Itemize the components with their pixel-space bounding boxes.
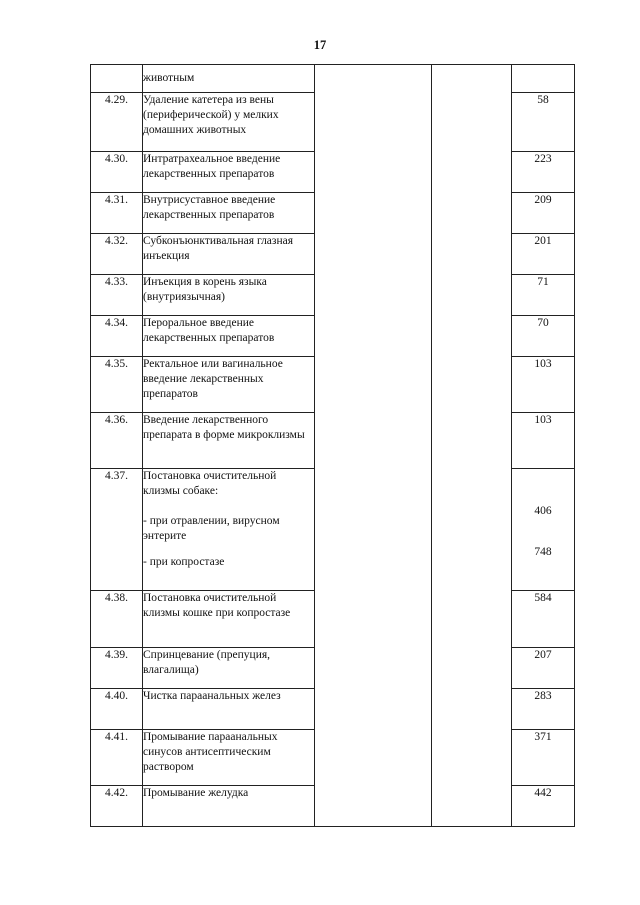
price-cell: 371 [512, 730, 575, 786]
row-number-cell: 4.40. [91, 689, 143, 730]
row-number-cell: 4.30. [91, 152, 143, 193]
row-number-cell: 4.31. [91, 193, 143, 234]
price-cell: 70 [512, 316, 575, 357]
service-name-cell: Промывание параанальных синусов антисептическим раствором [143, 730, 315, 786]
price-cell: 209 [512, 193, 575, 234]
service-name-cell: Удаление катетера из вены (периферической) у мелких домашних животных [143, 93, 315, 152]
row-number-cell: 4.29. [91, 93, 143, 152]
service-name-cell [143, 469, 315, 591]
row-number-cell: 4.33. [91, 275, 143, 316]
price-cell: 283 [512, 689, 575, 730]
price-table [90, 64, 575, 827]
service-name-text: Постановка очистительной клизмы собаке: [143, 470, 277, 497]
service-name-cell: Внутрисуставное введение лекарственных препаратов [143, 193, 315, 234]
sub-item-label: - при копростазе [143, 556, 225, 568]
price-cell: 207 [512, 648, 575, 689]
service-name-cell: Инъекция в корень языка (внутриязычная) [143, 275, 315, 316]
service-name-cell: Пероральное введение лекарственных препаратов [143, 316, 315, 357]
row-number-cell: 4.35. [91, 357, 143, 413]
row-number-cell: 4.39. [91, 648, 143, 689]
sub-item-label: - при отравлении, вирусном энтерите [143, 515, 280, 542]
row-number-cell: 4.34. [91, 316, 143, 357]
service-name-cell: Ректальное или вагинальное введение лекарственных препаратов [143, 357, 315, 413]
price-cell: 201 [512, 234, 575, 275]
price-cell: 584 [512, 591, 575, 648]
row-number-cell: 4.36. [91, 413, 143, 469]
row-number-cell: 4.41. [91, 730, 143, 786]
row-number-cell: 4.38. [91, 591, 143, 648]
row-number-cell: 4.42. [91, 786, 143, 827]
price-cell: 223 [512, 152, 575, 193]
service-name-cell: Спринцевание (препуция, влагалища) [143, 648, 315, 689]
row-number-cell: 4.32. [91, 234, 143, 275]
empty-column-cell [315, 65, 432, 827]
service-name-cell: Интратрахеальное введение лекарственных препаратов [143, 152, 315, 193]
price-cell [512, 65, 575, 93]
table-row [91, 65, 575, 93]
sub-item-price: 748 [534, 546, 552, 558]
empty-column-cell [432, 65, 512, 827]
service-name-cell: Постановка очистительной клизмы кошке при копростазе [143, 591, 315, 648]
price-cell: 71 [512, 275, 575, 316]
price-cell: 103 [512, 413, 575, 469]
row-number-cell: 4.37. [91, 469, 143, 591]
sub-item-price: 406 [534, 505, 552, 517]
service-name-cell: Чистка параанальных желез [143, 689, 315, 730]
service-name-cell: животным [143, 65, 315, 93]
service-name-cell: Введение лекарственного препарата в форме микроклизмы [143, 413, 315, 469]
price-cell [512, 469, 575, 591]
price-cell: 442 [512, 786, 575, 827]
price-cell: 103 [512, 357, 575, 413]
service-name-cell: Промывание желудка [143, 786, 315, 827]
row-number-cell [91, 65, 143, 93]
price-cell: 58 [512, 93, 575, 152]
page-number: 17 [313, 38, 327, 52]
service-name-cell: Субконъюнктивальная глазная инъекция [143, 234, 315, 275]
